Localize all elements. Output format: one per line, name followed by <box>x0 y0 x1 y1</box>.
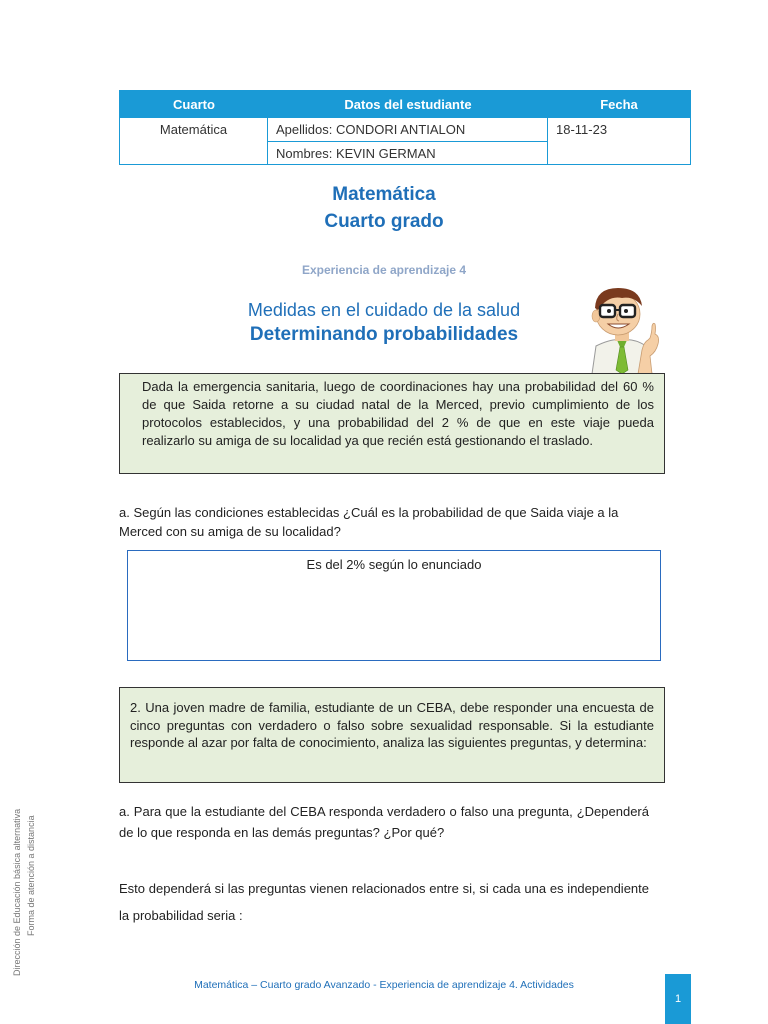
table-header-grade: Cuarto <box>120 91 268 117</box>
student-info-table <box>119 90 691 165</box>
table-cell-subject: Matemática <box>120 117 268 165</box>
experience-subtitle: Experiencia de aprendizaje 4 <box>301 263 467 277</box>
problem-2-box <box>119 687 665 783</box>
sidebar-line-1: Dirección de Educación básica alternativa <box>12 808 22 976</box>
footer-caption: Matemática – Cuarto grado Avanzado - Experiencia de aprendizaje 4. Actividades <box>194 979 574 991</box>
sidebar-line-2: Forma de atención a distancia <box>26 815 36 936</box>
table-header-student-data: Datos del estudiante <box>268 91 548 117</box>
page-title-line1: Matemática <box>332 184 436 205</box>
teacher-illustration <box>582 280 662 374</box>
answer-text: Es del 2% según lo enunciado <box>306 557 482 572</box>
page-number: 1 <box>674 993 682 1005</box>
answer-2a[interactable]: Esto dependerá si las preguntas vienen relacionados entre si, si cada una es independiente la probabilidad seria : <box>119 881 649 923</box>
page-title-line2: Cuarto grado <box>324 211 444 232</box>
table-header-date: Fecha <box>548 91 690 117</box>
section-heading-line2: Determinando probabilidades <box>249 324 519 345</box>
situation-text: Dada la emergencia sanitaria, luego de coordinaciones hay una probabilidad del 60 % de que Saida retorne a su ciudad natal de la Merced, previo cumplimiento de los protocolos establecidos, y una probabilidad del 2 % de que en este viaje pueda realizarlo su amiga de su localidad ya que recién está gestionando el traslado. <box>142 379 654 448</box>
problem-2-text: 2. Una joven madre de familia, estudiante de un CEBA, debe responder una encuesta de cinco preguntas con verdadero o falso sobre sexualidad responsable. Si la estudiante responde al azar por falta de conocimiento, analiza las siguientes preguntas, y determina: <box>130 700 654 750</box>
question-2a: a. Para que la estudiante del CEBA responda verdadero o falso una pregunta, ¿Dependerá de lo que responda en las demás preguntas? ¿Por qué? <box>119 804 649 840</box>
page-number-tab <box>665 974 691 1024</box>
situation-box <box>119 373 665 474</box>
table-cell-date: 18-11-23 <box>548 117 690 165</box>
table-cell-surnames: Apellidos: CONDORI ANTIALON <box>268 117 548 141</box>
table-cell-names: Nombres: KEVIN GERMAN <box>268 141 548 165</box>
section-heading-line1: Medidas en el cuidado de la salud <box>247 300 521 320</box>
question-a: a. Según las condiciones establecidas ¿Cuál es la probabilidad de que Saida viaje a la Merced con su amiga de su localidad? <box>119 505 619 539</box>
answer-box[interactable] <box>127 550 661 661</box>
